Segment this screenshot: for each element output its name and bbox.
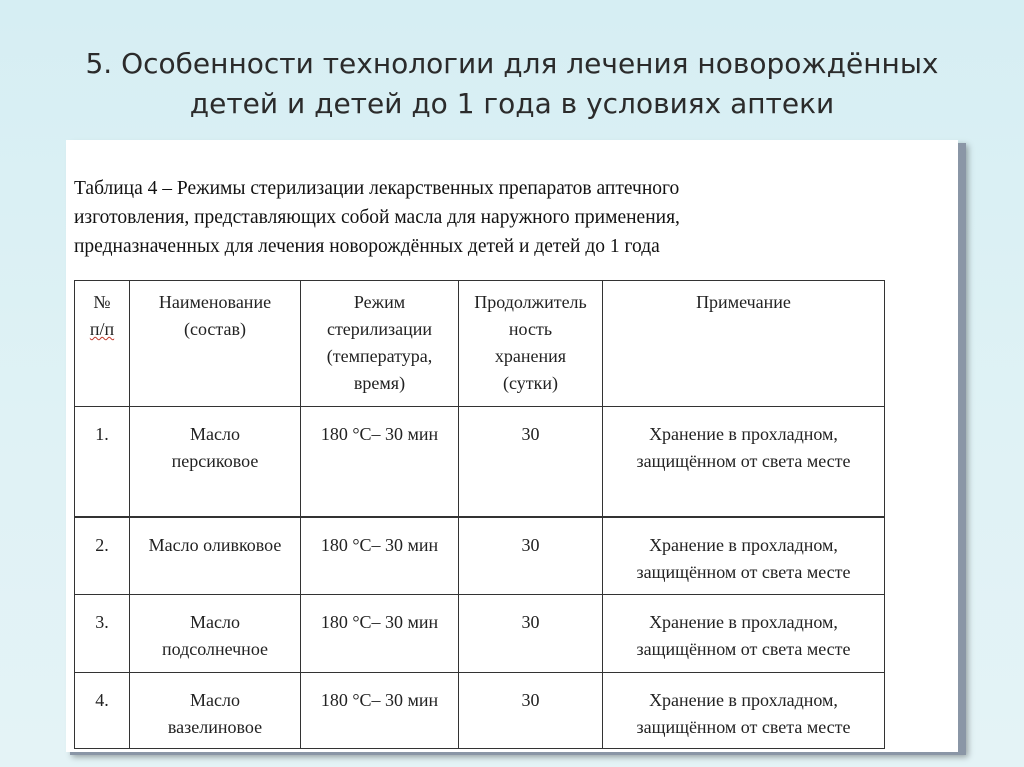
header-mode-line-3: (температура, bbox=[326, 346, 433, 366]
table-caption bbox=[74, 174, 884, 261]
cell-num: 2. bbox=[75, 517, 130, 595]
cell-note-line-1: Хранение в прохладном, bbox=[649, 612, 838, 632]
cell-note bbox=[603, 673, 885, 749]
cell-note-line-2: защищённом от света месте bbox=[636, 561, 851, 582]
header-mode-line-1: Режим bbox=[353, 292, 406, 312]
header-duration-line-1: Продолжитель bbox=[474, 292, 587, 312]
cell-note bbox=[603, 407, 885, 517]
caption-line-3: предназначенных для лечения новорождённых детей и детей до 1 года bbox=[74, 236, 660, 257]
header-duration-line-3: хранения bbox=[494, 346, 567, 366]
cell-name-line-1: Масло bbox=[190, 690, 240, 710]
header-note-text: Примечание bbox=[696, 292, 791, 312]
cell-num: 3. bbox=[75, 595, 130, 673]
table-row bbox=[75, 517, 885, 595]
cell-mode: 180 °С– 30 мин bbox=[301, 517, 459, 595]
cell-name-line-1: Масло bbox=[190, 612, 240, 632]
cell-name bbox=[130, 517, 301, 595]
cell-name-line-2: подсолнечное bbox=[161, 639, 269, 659]
header-duration bbox=[459, 281, 603, 407]
cell-note bbox=[603, 517, 885, 595]
slide-title-line-2: детей и детей до 1 года в условиях аптеки bbox=[189, 87, 835, 120]
cell-name-line-2: персиковое bbox=[171, 451, 259, 471]
header-num bbox=[75, 281, 130, 407]
header-mode-line-2: стерилизации bbox=[326, 319, 433, 339]
header-mode-line-4: время) bbox=[353, 373, 406, 393]
header-duration-line-2: ность bbox=[508, 319, 553, 339]
cell-note-line-2: защищённом от света месте bbox=[636, 717, 851, 737]
cell-name bbox=[130, 407, 301, 517]
header-name-line-1: Наименование bbox=[158, 292, 272, 312]
cell-name-line-1: Масло оливковое bbox=[148, 534, 282, 555]
table-row bbox=[75, 673, 885, 749]
cell-days: 30 bbox=[459, 595, 603, 673]
cell-num: 4. bbox=[75, 673, 130, 749]
cell-days: 30 bbox=[459, 407, 603, 517]
cell-note-line-1: Хранение в прохладном, bbox=[649, 534, 838, 555]
cell-note bbox=[603, 595, 885, 673]
header-num-line-2: п/п bbox=[89, 319, 115, 339]
header-mode bbox=[301, 281, 459, 407]
cell-name bbox=[130, 595, 301, 673]
cell-name bbox=[130, 673, 301, 749]
cell-name-line-2: вазелиновое bbox=[167, 717, 263, 737]
header-note bbox=[603, 281, 885, 407]
cell-days: 30 bbox=[459, 517, 603, 595]
cell-note-line-1: Хранение в прохладном, bbox=[649, 690, 838, 710]
caption-line-2: изготовления, представляющих собой масла для наружного применения, bbox=[74, 207, 680, 228]
cell-name-line-1: Масло bbox=[190, 424, 240, 444]
caption-line-1: Таблица 4 – Режимы стерилизации лекарственных препаратов аптечного bbox=[74, 178, 680, 199]
cell-note-line-2: защищённом от света месте bbox=[636, 451, 851, 471]
table-row bbox=[75, 595, 885, 673]
cell-mode: 180 °С– 30 мин bbox=[301, 673, 459, 749]
header-duration-line-4: (сутки) bbox=[503, 373, 558, 393]
slide-title-line-1: 5. Особенности технологии для лечения новорождённых bbox=[85, 47, 939, 80]
header-name-line-2: (состав) bbox=[184, 319, 246, 339]
table-row bbox=[75, 407, 885, 517]
cell-num: 1. bbox=[75, 407, 130, 517]
cell-days: 30 bbox=[459, 673, 603, 749]
slide-title bbox=[40, 44, 984, 124]
cell-note-line-1: Хранение в прохладном, bbox=[649, 424, 838, 444]
sterilization-table bbox=[74, 280, 885, 749]
cell-mode: 180 °С– 30 мин bbox=[301, 407, 459, 517]
document-image bbox=[66, 140, 958, 752]
table-header-row bbox=[75, 281, 885, 407]
cell-mode: 180 °С– 30 мин bbox=[301, 595, 459, 673]
cell-note-line-2: защищённом от света месте bbox=[636, 639, 851, 659]
header-num-line-1: № bbox=[93, 292, 111, 312]
header-name bbox=[130, 281, 301, 407]
